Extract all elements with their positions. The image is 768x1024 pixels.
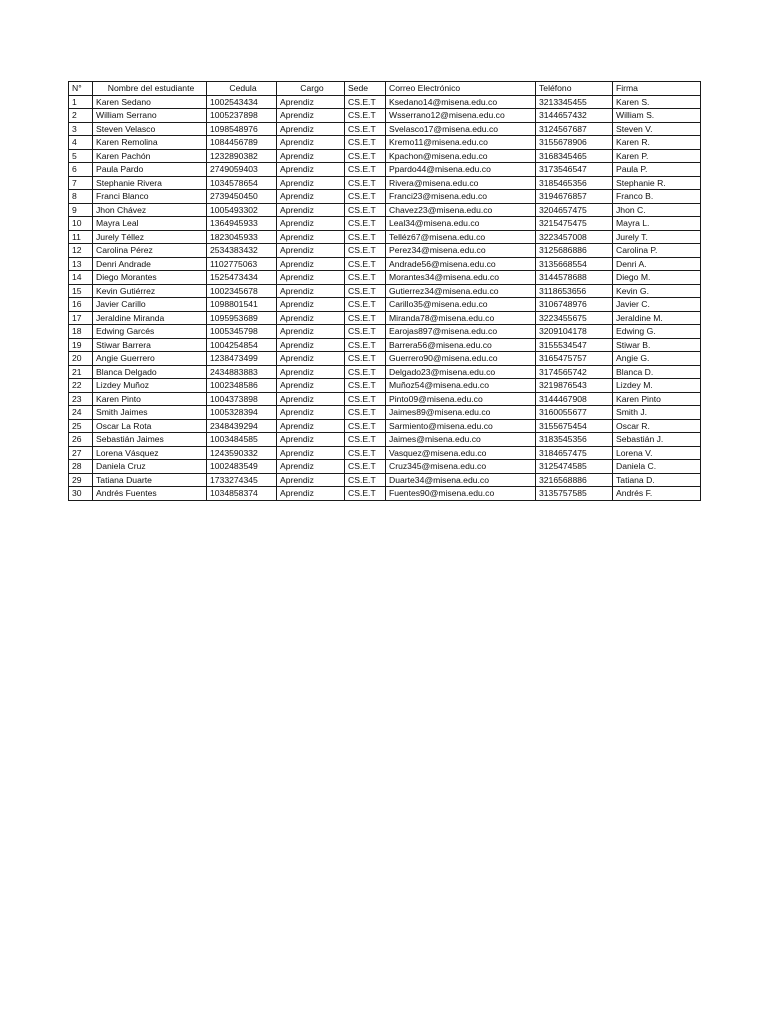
student-name-cell: Lizdey Muñoz: [93, 379, 207, 393]
cedula-cell: 1102775063: [207, 257, 277, 271]
signature-cell: Karen Pinto: [613, 392, 701, 406]
student-name-cell: Sebastián Jaimes: [93, 433, 207, 447]
sede-cell: CS.E.T: [345, 365, 386, 379]
table-row: [69, 136, 701, 150]
cargo-cell: Aprendiz: [277, 136, 345, 150]
row-number-cell: 16: [69, 298, 93, 312]
email-cell: Gutierrez34@misena.edu.co: [386, 284, 536, 298]
sede-cell: CS.E.T: [345, 379, 386, 393]
email-cell: Cruz345@misena.edu.co: [386, 460, 536, 474]
student-name-cell: Karen Remolina: [93, 136, 207, 150]
cargo-cell: Aprendiz: [277, 338, 345, 352]
cargo-cell: Aprendiz: [277, 392, 345, 406]
cargo-cell: Aprendiz: [277, 419, 345, 433]
sede-cell: CS.E.T: [345, 122, 386, 136]
phone-cell: 3183545356: [536, 433, 613, 447]
table-row: [69, 473, 701, 487]
student-name-cell: Andrés Fuentes: [93, 487, 207, 501]
signature-cell: William S.: [613, 109, 701, 123]
phone-cell: 3223455675: [536, 311, 613, 325]
signature-cell: Mayra L.: [613, 217, 701, 231]
student-name-cell: Stephanie Rivera: [93, 176, 207, 190]
email-cell: Muñoz54@misena.edu.co: [386, 379, 536, 393]
sede-cell: CS.E.T: [345, 473, 386, 487]
cedula-cell: 2534383432: [207, 244, 277, 258]
row-number-cell: 28: [69, 460, 93, 474]
cargo-cell: Aprendiz: [277, 122, 345, 136]
table-row: [69, 365, 701, 379]
cedula-cell: 1238473499: [207, 352, 277, 366]
cedula-cell: 1098548976: [207, 122, 277, 136]
student-name-cell: Daniela Cruz: [93, 460, 207, 474]
row-number-cell: 14: [69, 271, 93, 285]
cargo-cell: Aprendiz: [277, 217, 345, 231]
phone-cell: 3124567687: [536, 122, 613, 136]
phone-cell: 3223457008: [536, 230, 613, 244]
header-phone: Teléfono: [536, 82, 613, 96]
table-row: [69, 257, 701, 271]
header-signature: Firma: [613, 82, 701, 96]
header-email: Correo Electrónico: [386, 82, 536, 96]
sede-cell: CS.E.T: [345, 460, 386, 474]
sede-cell: CS.E.T: [345, 230, 386, 244]
table-row: [69, 379, 701, 393]
table-body: [69, 95, 701, 500]
header-sede: Sede: [345, 82, 386, 96]
sede-cell: CS.E.T: [345, 149, 386, 163]
row-number-cell: 21: [69, 365, 93, 379]
cedula-cell: 2739450450: [207, 190, 277, 204]
cedula-cell: 1005328394: [207, 406, 277, 420]
header-cedula: Cedula: [207, 82, 277, 96]
email-cell: Franci23@misena.edu.co: [386, 190, 536, 204]
cedula-cell: 1002348586: [207, 379, 277, 393]
phone-cell: 3118653656: [536, 284, 613, 298]
cedula-cell: 2434883883: [207, 365, 277, 379]
student-name-cell: Karen Pachón: [93, 149, 207, 163]
sede-cell: CS.E.T: [345, 163, 386, 177]
email-cell: Kpachon@misena.edu.co: [386, 149, 536, 163]
sede-cell: CS.E.T: [345, 352, 386, 366]
signature-cell: Stiwar B.: [613, 338, 701, 352]
cargo-cell: Aprendiz: [277, 257, 345, 271]
row-number-cell: 26: [69, 433, 93, 447]
table-row: [69, 284, 701, 298]
email-cell: Kremo11@misena.edu.co: [386, 136, 536, 150]
table-row: [69, 325, 701, 339]
cedula-cell: 1232890382: [207, 149, 277, 163]
cargo-cell: Aprendiz: [277, 244, 345, 258]
row-number-cell: 17: [69, 311, 93, 325]
table-row: [69, 311, 701, 325]
sede-cell: CS.E.T: [345, 257, 386, 271]
email-cell: Chavez23@misena.edu.co: [386, 203, 536, 217]
cedula-cell: 1005237898: [207, 109, 277, 123]
row-number-cell: 18: [69, 325, 93, 339]
table-row: [69, 230, 701, 244]
email-cell: Guerrero90@misena.edu.co: [386, 352, 536, 366]
sede-cell: CS.E.T: [345, 176, 386, 190]
signature-cell: Oscar R.: [613, 419, 701, 433]
cargo-cell: Aprendiz: [277, 284, 345, 298]
phone-cell: 3155534547: [536, 338, 613, 352]
signature-cell: Andrés F.: [613, 487, 701, 501]
student-name-cell: Denri Andrade: [93, 257, 207, 271]
email-cell: Miranda78@misena.edu.co: [386, 311, 536, 325]
table-row: [69, 122, 701, 136]
signature-cell: Paula P.: [613, 163, 701, 177]
row-number-cell: 12: [69, 244, 93, 258]
header-student-name: Nombre del estudiante: [93, 82, 207, 96]
cargo-cell: Aprendiz: [277, 311, 345, 325]
table-row: [69, 244, 701, 258]
student-name-cell: Smith Jaimes: [93, 406, 207, 420]
sede-cell: CS.E.T: [345, 136, 386, 150]
cargo-cell: Aprendiz: [277, 230, 345, 244]
cedula-cell: 1004373898: [207, 392, 277, 406]
header-cargo: Cargo: [277, 82, 345, 96]
cedula-cell: 1034578654: [207, 176, 277, 190]
cedula-cell: 1364945933: [207, 217, 277, 231]
signature-cell: Blanca D.: [613, 365, 701, 379]
student-name-cell: Angie Guerrero: [93, 352, 207, 366]
signature-cell: Karen P.: [613, 149, 701, 163]
signature-cell: Lorena V.: [613, 446, 701, 460]
student-name-cell: Diego Morantes: [93, 271, 207, 285]
table-row: [69, 487, 701, 501]
phone-cell: 3184657475: [536, 446, 613, 460]
student-list-table: [68, 81, 701, 501]
student-name-cell: Mayra Leal: [93, 217, 207, 231]
cargo-cell: Aprendiz: [277, 446, 345, 460]
email-cell: Jaimes89@misena.edu.co: [386, 406, 536, 420]
email-cell: Delgado23@misena.edu.co: [386, 365, 536, 379]
row-number-cell: 6: [69, 163, 93, 177]
cargo-cell: Aprendiz: [277, 352, 345, 366]
sede-cell: CS.E.T: [345, 284, 386, 298]
table-row: [69, 176, 701, 190]
sede-cell: CS.E.T: [345, 311, 386, 325]
cargo-cell: Aprendiz: [277, 95, 345, 109]
sede-cell: CS.E.T: [345, 217, 386, 231]
cargo-cell: Aprendiz: [277, 365, 345, 379]
student-name-cell: Edwing Garcés: [93, 325, 207, 339]
cargo-cell: Aprendiz: [277, 163, 345, 177]
email-cell: Barrera56@misena.edu.co: [386, 338, 536, 352]
cargo-cell: Aprendiz: [277, 325, 345, 339]
student-name-cell: Jeraldine Miranda: [93, 311, 207, 325]
phone-cell: 3173546547: [536, 163, 613, 177]
student-name-cell: Paula Pardo: [93, 163, 207, 177]
student-name-cell: Carolina Pérez: [93, 244, 207, 258]
cedula-cell: 1733274345: [207, 473, 277, 487]
sede-cell: CS.E.T: [345, 109, 386, 123]
signature-cell: Stephanie R.: [613, 176, 701, 190]
sede-cell: CS.E.T: [345, 338, 386, 352]
student-name-cell: Stiwar Barrera: [93, 338, 207, 352]
cedula-cell: 2348439294: [207, 419, 277, 433]
cedula-cell: 1005345798: [207, 325, 277, 339]
row-number-cell: 13: [69, 257, 93, 271]
student-name-cell: Tatiana Duarte: [93, 473, 207, 487]
email-cell: Duarte34@misena.edu.co: [386, 473, 536, 487]
email-cell: Ppardo44@misena.edu.co: [386, 163, 536, 177]
phone-cell: 3185465356: [536, 176, 613, 190]
email-cell: Earojas897@misena.edu.co: [386, 325, 536, 339]
signature-cell: Karen R.: [613, 136, 701, 150]
student-name-cell: Lorena Vásquez: [93, 446, 207, 460]
row-number-cell: 5: [69, 149, 93, 163]
sede-cell: CS.E.T: [345, 419, 386, 433]
cargo-cell: Aprendiz: [277, 473, 345, 487]
cargo-cell: Aprendiz: [277, 190, 345, 204]
cedula-cell: 1002345678: [207, 284, 277, 298]
row-number-cell: 11: [69, 230, 93, 244]
table-row: [69, 446, 701, 460]
sede-cell: CS.E.T: [345, 190, 386, 204]
phone-cell: 3144657432: [536, 109, 613, 123]
cedula-cell: 1002543434: [207, 95, 277, 109]
phone-cell: 3209104178: [536, 325, 613, 339]
cargo-cell: Aprendiz: [277, 298, 345, 312]
signature-cell: Jurely T.: [613, 230, 701, 244]
signature-cell: Franco B.: [613, 190, 701, 204]
phone-cell: 3160055677: [536, 406, 613, 420]
signature-cell: Edwing G.: [613, 325, 701, 339]
cargo-cell: Aprendiz: [277, 149, 345, 163]
table-row: [69, 460, 701, 474]
sede-cell: CS.E.T: [345, 271, 386, 285]
phone-cell: 3144467908: [536, 392, 613, 406]
sede-cell: CS.E.T: [345, 244, 386, 258]
signature-cell: Sebastián J.: [613, 433, 701, 447]
phone-cell: 3135668554: [536, 257, 613, 271]
cedula-cell: 1243590332: [207, 446, 277, 460]
cedula-cell: 1095953689: [207, 311, 277, 325]
sede-cell: CS.E.T: [345, 406, 386, 420]
email-cell: Vasquez@misena.edu.co: [386, 446, 536, 460]
phone-cell: 3155675454: [536, 419, 613, 433]
signature-cell: Javier C.: [613, 298, 701, 312]
table-row: [69, 419, 701, 433]
table-row: [69, 203, 701, 217]
row-number-cell: 27: [69, 446, 93, 460]
signature-cell: Karen S.: [613, 95, 701, 109]
row-number-cell: 7: [69, 176, 93, 190]
phone-cell: 3125686886: [536, 244, 613, 258]
signature-cell: Jeraldine M.: [613, 311, 701, 325]
phone-cell: 3213345455: [536, 95, 613, 109]
table-header-row: [69, 82, 701, 96]
row-number-cell: 4: [69, 136, 93, 150]
email-cell: Svelasco17@misena.edu.co: [386, 122, 536, 136]
cargo-cell: Aprendiz: [277, 487, 345, 501]
phone-cell: 3125474585: [536, 460, 613, 474]
cargo-cell: Aprendiz: [277, 109, 345, 123]
student-name-cell: Karen Pinto: [93, 392, 207, 406]
table-row: [69, 271, 701, 285]
cargo-cell: Aprendiz: [277, 176, 345, 190]
signature-cell: Smith J.: [613, 406, 701, 420]
signature-cell: Denri A.: [613, 257, 701, 271]
student-name-cell: Jurely Téllez: [93, 230, 207, 244]
row-number-cell: 22: [69, 379, 93, 393]
cedula-cell: 1098801541: [207, 298, 277, 312]
cargo-cell: Aprendiz: [277, 433, 345, 447]
phone-cell: 3215475475: [536, 217, 613, 231]
signature-cell: Kevin G.: [613, 284, 701, 298]
phone-cell: 3219876543: [536, 379, 613, 393]
header-number: N°: [69, 82, 93, 96]
table-row: [69, 217, 701, 231]
cargo-cell: Aprendiz: [277, 271, 345, 285]
cedula-cell: 1084456789: [207, 136, 277, 150]
cedula-cell: 1003484585: [207, 433, 277, 447]
email-cell: Wsserrano12@misena.edu.co: [386, 109, 536, 123]
signature-cell: Carolina P.: [613, 244, 701, 258]
sede-cell: CS.E.T: [345, 392, 386, 406]
row-number-cell: 24: [69, 406, 93, 420]
student-name-cell: Kevin Gutiérrez: [93, 284, 207, 298]
cargo-cell: Aprendiz: [277, 406, 345, 420]
cedula-cell: 1034858374: [207, 487, 277, 501]
sede-cell: CS.E.T: [345, 446, 386, 460]
phone-cell: 3165475757: [536, 352, 613, 366]
email-cell: Morantes34@misena.edu.co: [386, 271, 536, 285]
sede-cell: CS.E.T: [345, 298, 386, 312]
table-row: [69, 163, 701, 177]
row-number-cell: 8: [69, 190, 93, 204]
signature-cell: Angie G.: [613, 352, 701, 366]
table-row: [69, 109, 701, 123]
row-number-cell: 25: [69, 419, 93, 433]
email-cell: Rivera@misena.edu.co: [386, 176, 536, 190]
cedula-cell: 2749059403: [207, 163, 277, 177]
cedula-cell: 1005493302: [207, 203, 277, 217]
row-number-cell: 1: [69, 95, 93, 109]
email-cell: Leal34@misena.edu.co: [386, 217, 536, 231]
email-cell: Perez34@misena.edu.co: [386, 244, 536, 258]
row-number-cell: 19: [69, 338, 93, 352]
sede-cell: CS.E.T: [345, 433, 386, 447]
row-number-cell: 30: [69, 487, 93, 501]
phone-cell: 3135757585: [536, 487, 613, 501]
table-row: [69, 352, 701, 366]
cargo-cell: Aprendiz: [277, 379, 345, 393]
signature-cell: Daniela C.: [613, 460, 701, 474]
row-number-cell: 23: [69, 392, 93, 406]
table-row: [69, 406, 701, 420]
email-cell: Fuentes90@misena.edu.co: [386, 487, 536, 501]
row-number-cell: 10: [69, 217, 93, 231]
student-name-cell: Steven Velasco: [93, 122, 207, 136]
cedula-cell: 1002483549: [207, 460, 277, 474]
email-cell: Pinto09@misena.edu.co: [386, 392, 536, 406]
cargo-cell: Aprendiz: [277, 460, 345, 474]
email-cell: Sarmiento@misena.edu.co: [386, 419, 536, 433]
email-cell: Carillo35@misena.edu.co: [386, 298, 536, 312]
student-name-cell: Javier Carillo: [93, 298, 207, 312]
signature-cell: Jhon C.: [613, 203, 701, 217]
sede-cell: CS.E.T: [345, 487, 386, 501]
row-number-cell: 15: [69, 284, 93, 298]
signature-cell: Steven V.: [613, 122, 701, 136]
sede-cell: CS.E.T: [345, 325, 386, 339]
phone-cell: 3216568886: [536, 473, 613, 487]
phone-cell: 3106748976: [536, 298, 613, 312]
table-row: [69, 392, 701, 406]
table-row: [69, 149, 701, 163]
signature-cell: Diego M.: [613, 271, 701, 285]
signature-cell: Tatiana D.: [613, 473, 701, 487]
email-cell: Andrade56@misena.edu.co: [386, 257, 536, 271]
table-row: [69, 298, 701, 312]
table-row: [69, 190, 701, 204]
email-cell: Ksedano14@misena.edu.co: [386, 95, 536, 109]
phone-cell: 3144578688: [536, 271, 613, 285]
sede-cell: CS.E.T: [345, 203, 386, 217]
phone-cell: 3168345465: [536, 149, 613, 163]
student-name-cell: Karen Sedano: [93, 95, 207, 109]
table-row: [69, 95, 701, 109]
table-row: [69, 338, 701, 352]
email-cell: Telléz67@misena.edu.co: [386, 230, 536, 244]
table-row: [69, 433, 701, 447]
cedula-cell: 1823045933: [207, 230, 277, 244]
cargo-cell: Aprendiz: [277, 203, 345, 217]
student-name-cell: Blanca Delgado: [93, 365, 207, 379]
row-number-cell: 20: [69, 352, 93, 366]
sede-cell: CS.E.T: [345, 95, 386, 109]
phone-cell: 3174565742: [536, 365, 613, 379]
student-name-cell: William Serrano: [93, 109, 207, 123]
cedula-cell: 1004254854: [207, 338, 277, 352]
student-name-cell: Jhon Chávez: [93, 203, 207, 217]
phone-cell: 3194676857: [536, 190, 613, 204]
email-cell: Jaimes@misena.edu.co: [386, 433, 536, 447]
phone-cell: 3204657475: [536, 203, 613, 217]
row-number-cell: 3: [69, 122, 93, 136]
student-name-cell: Franci Blanco: [93, 190, 207, 204]
row-number-cell: 9: [69, 203, 93, 217]
phone-cell: 3155678906: [536, 136, 613, 150]
cedula-cell: 1525473434: [207, 271, 277, 285]
row-number-cell: 29: [69, 473, 93, 487]
signature-cell: Lizdey M.: [613, 379, 701, 393]
row-number-cell: 2: [69, 109, 93, 123]
student-name-cell: Oscar La Rota: [93, 419, 207, 433]
